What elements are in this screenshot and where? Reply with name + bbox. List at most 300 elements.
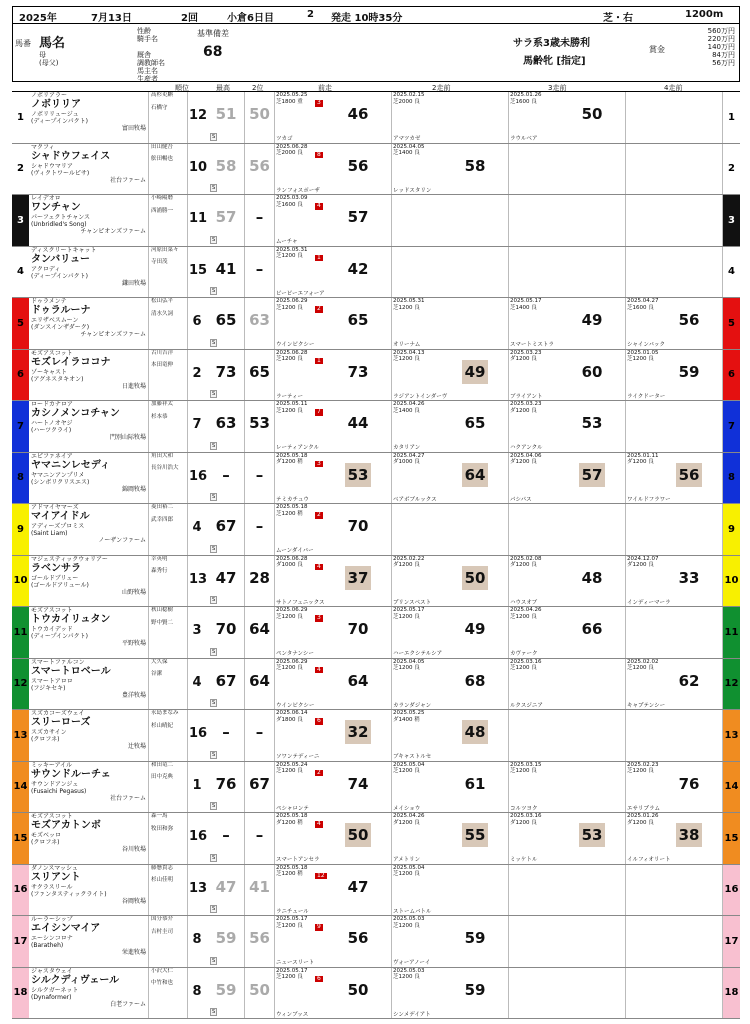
jockey-name: 和田竜二 <box>151 761 174 768</box>
jockey-name: 田山健吾 <box>151 143 174 150</box>
horse-name[interactable]: スマートロベール <box>31 665 111 677</box>
race-surface-dist: 芝1200 良 <box>393 304 420 311</box>
post-number-right: 9 <box>728 523 735 535</box>
race-winner: サトノフェニックス <box>276 599 325 606</box>
damsire-name: (Baratheh) <box>31 942 64 949</box>
race-index: 47 <box>347 877 369 896</box>
breeder-name: 社台ファーム <box>110 176 146 184</box>
race-winner: コルツヨク <box>510 805 538 812</box>
past-race-cell <box>509 865 626 916</box>
race-date: 2025.05.17 <box>276 967 308 974</box>
jockey-name: 秋山稔樹 <box>151 607 174 613</box>
horse-name[interactable]: スリーローズ <box>31 717 91 728</box>
breeder-name: チャンピオンズファーム <box>80 228 146 235</box>
past-race-cell <box>392 504 509 555</box>
horse-row <box>12 350 740 402</box>
race-subheader <box>12 24 740 82</box>
finish-position: 2 <box>317 768 321 776</box>
best-score-cell <box>208 144 245 195</box>
second-score-cell <box>245 710 275 761</box>
race-number: 2 <box>307 9 314 20</box>
race-surface-dist: 芝1200 良 <box>393 922 420 929</box>
post-number-right: 16 <box>724 884 739 896</box>
past-race-cell <box>392 710 509 761</box>
post-number-right: 4 <box>728 266 735 278</box>
past-race-cell <box>392 813 509 864</box>
race-date: 2025.04.06 <box>510 452 542 459</box>
post-number-right: 3 <box>728 214 735 226</box>
best-tags <box>210 802 218 810</box>
second-score: – <box>255 208 264 226</box>
prize-1: 560万円 <box>707 27 735 35</box>
second-score-cell <box>245 813 275 864</box>
tag-s: S <box>212 133 216 140</box>
label-owner: 馬主名 <box>137 67 158 75</box>
race-date: 2025.04.26 <box>393 401 425 407</box>
trainer-name: 杉本恭 <box>151 413 168 420</box>
past-race-cell <box>275 659 392 710</box>
race-winner: ペンタナンシー <box>276 651 314 657</box>
best-score-cell <box>208 607 245 658</box>
horse-name[interactable]: ノボリリア <box>31 99 81 110</box>
col-race1: 前走 <box>318 84 332 92</box>
horse-row <box>12 556 740 608</box>
past-race-cell <box>392 401 509 452</box>
post-number-right: 6 <box>728 369 735 381</box>
race-index: 49 <box>581 311 603 329</box>
best-score-cell <box>208 556 245 607</box>
jockey-name: 幸英明 <box>151 555 168 562</box>
horse-name[interactable]: ヤマニンレセディ <box>31 459 110 471</box>
horse-name[interactable]: ドゥラルーナ <box>31 305 91 316</box>
race-surface-dist: 芝1200 良 <box>276 304 303 311</box>
best-tags <box>210 493 218 501</box>
finish-position: 7 <box>317 408 321 415</box>
race-winner: パシパス <box>510 496 532 503</box>
past-race-cell <box>392 453 509 504</box>
post-number: 1 <box>17 111 24 123</box>
horse-info <box>31 350 149 401</box>
race-winner: ラジアントインダーヴ <box>393 393 448 400</box>
race-surface-dist: ダ1200 良 <box>510 459 537 465</box>
race-winner: インディーマーラ <box>627 599 671 606</box>
race-date: 2025.01.11 <box>627 452 659 459</box>
race-date: 2025.05.04 <box>393 761 425 768</box>
second-score: 28 <box>249 568 270 587</box>
horse-info <box>31 659 149 710</box>
race-index: 65 <box>464 414 486 432</box>
race-winner: ヴォーアノーイ <box>393 960 431 966</box>
second-score: – <box>255 723 264 741</box>
race-date: 2025.04.27 <box>627 298 659 304</box>
race-surface-dist: 芝1400 良 <box>510 304 537 311</box>
race-surface-dist: 芝2000 良 <box>276 150 303 156</box>
horse-row <box>12 92 740 144</box>
race-surface-dist: ダ1200 良 <box>627 562 654 568</box>
race-index: 50 <box>347 980 369 999</box>
dam-name: モズベッロ <box>31 832 62 839</box>
race-winner: ビーピーエフォーア <box>276 290 325 297</box>
best-tags <box>210 648 218 656</box>
trainer-name: 長谷川浩大 <box>151 465 179 471</box>
past-race-cell <box>392 350 509 401</box>
race-surface-dist: 芝1400 良 <box>393 150 420 156</box>
best-score: 67 <box>215 671 237 690</box>
horse-name[interactable]: マイアイドル <box>31 511 90 522</box>
race-date: 2025.05.17 <box>393 607 425 613</box>
race-date: 2025.05.04 <box>393 864 425 871</box>
trainer-name: 谷潔 <box>151 671 163 677</box>
tag-s: S <box>212 906 216 912</box>
finish-position: 1 <box>317 253 321 261</box>
race-index: 61 <box>464 774 486 793</box>
past-race-cell <box>275 195 392 246</box>
horse-row <box>12 659 740 711</box>
damsire-name: (Fusaichi Pegasus) <box>31 787 87 795</box>
past-race-cell <box>392 659 509 710</box>
past-race-cell <box>509 556 626 607</box>
past-race-cell <box>626 865 723 916</box>
horse-info <box>31 453 149 504</box>
past-race-cell <box>626 92 723 143</box>
jockey-block <box>150 350 188 401</box>
horse-name[interactable]: スリアント <box>31 871 81 883</box>
past-race-cell <box>509 607 626 658</box>
rank-value: 12 <box>189 108 208 123</box>
race-day: 小倉6日目 <box>227 13 274 24</box>
past-race-cell <box>626 504 723 555</box>
best-score: 58 <box>215 156 237 175</box>
damsire-name: (Dynaformer) <box>31 993 72 1001</box>
race-index: 65 <box>347 311 369 329</box>
race-surface-dist: 芝1800 重 <box>276 98 303 105</box>
best-score: 65 <box>215 311 237 329</box>
post-number: 2 <box>17 163 24 175</box>
damsire-name: (ファンタスティックライト) <box>31 890 107 898</box>
sire-name: エピファネイア <box>31 452 73 460</box>
post-number-band <box>12 813 29 864</box>
best-score: – <box>222 723 230 741</box>
jockey-block <box>150 813 188 864</box>
trainer-name: 西浦勝一 <box>151 207 174 214</box>
race-index: 60 <box>581 362 603 381</box>
race-surface-dist: 芝1400 良 <box>393 407 420 414</box>
finish-position: 4 <box>317 562 321 570</box>
race-index: 49 <box>464 620 486 638</box>
second-score: 50 <box>249 980 270 999</box>
sire-name: モズアスコット <box>31 813 73 820</box>
race-winner: シャインバック <box>627 342 666 348</box>
jockey-name: 国分恭介 <box>151 916 174 922</box>
horse-name[interactable]: モズアカトンボ <box>31 820 101 831</box>
jockey-name: 松山弘平 <box>151 298 174 304</box>
post-number-band-right <box>723 556 740 607</box>
sire-name: モズアスコット <box>31 349 73 357</box>
race-index: 49 <box>462 360 488 384</box>
post-number-band-right <box>723 350 740 401</box>
second-score: 50 <box>249 105 270 123</box>
race-index: 59 <box>464 980 486 999</box>
best-tags <box>210 339 218 347</box>
label-sex-age: 性齢 <box>137 27 151 35</box>
race-date: 7月13日 <box>91 13 132 24</box>
race-date: 2025.05.18 <box>276 452 308 459</box>
post-number-band <box>12 762 29 813</box>
trainer-name: 中竹和也 <box>151 980 174 986</box>
past-race-cell <box>392 916 509 967</box>
past-race-cell <box>626 401 723 452</box>
horse-name[interactable]: トウカイリュタン <box>31 614 111 625</box>
past-race-cell <box>275 607 392 658</box>
tag-s: S <box>212 1009 216 1015</box>
post-number: 10 <box>13 575 28 587</box>
second-score: 41 <box>249 877 270 896</box>
label-horse-name: 馬名 <box>39 36 66 51</box>
horse-row <box>12 813 740 865</box>
race-date: 2025.05.25 <box>276 92 308 98</box>
past-race-cell <box>509 92 626 143</box>
breeder-name: 栄進牧場 <box>121 949 146 956</box>
breeder-name: チャンピオンズファーム <box>80 331 146 338</box>
tag-s: S <box>212 751 216 758</box>
breeder-name: 辻牧場 <box>127 743 146 750</box>
sire-name: スマートファルコン <box>31 658 85 666</box>
race-surface-dist: 芝1200 稍 <box>276 871 303 877</box>
second-score-cell <box>245 247 275 298</box>
sire-name: ディスクリートキャット <box>31 246 97 254</box>
race-winner: ストームバトル <box>393 908 432 915</box>
race-winner: ペシャロンテ <box>276 805 309 812</box>
best-score-cell <box>208 659 245 710</box>
past-race-cell <box>392 556 509 607</box>
race-winner: ウインピクシー <box>276 342 315 348</box>
horse-name[interactable]: エイシンマイア <box>31 923 101 934</box>
post-number-band-right <box>723 92 740 143</box>
post-number: 4 <box>17 266 24 278</box>
race-surface-dist: ダ1200 良 <box>627 819 654 826</box>
trainer-name: 田中克典 <box>151 774 174 780</box>
past-race-cell <box>509 195 626 246</box>
post-number-right: 1 <box>728 111 735 123</box>
horse-row <box>12 710 740 762</box>
past-race-cell <box>509 504 626 555</box>
race-winner: テミカチュウ <box>276 496 309 503</box>
race-surface-dist: 芝1200 良 <box>393 871 420 877</box>
race-date: 2025.06.29 <box>276 298 308 304</box>
horse-info <box>31 144 149 195</box>
jockey-block <box>150 710 188 761</box>
second-score-cell <box>245 762 275 813</box>
race-winner: ウィンブッス <box>276 1011 309 1018</box>
second-score-cell <box>245 92 275 143</box>
post-number-right: 15 <box>724 832 739 844</box>
race-winner: スマートアンセラ <box>276 857 320 863</box>
past-race-cell <box>509 298 626 349</box>
label-stable: 厩舎 <box>137 51 151 59</box>
best-score: 57 <box>215 208 237 226</box>
sire-name: ミッキーアイル <box>31 761 73 769</box>
race-date: 2025.05.31 <box>393 298 425 304</box>
finish-position: 4 <box>317 820 321 827</box>
post-number-band-right <box>723 453 740 504</box>
past-race-cell <box>392 865 509 916</box>
tag-s: S <box>212 494 216 500</box>
second-score: 64 <box>249 620 270 638</box>
rank-value: 16 <box>189 726 208 741</box>
best-score-cell <box>208 710 245 761</box>
rank-value: 7 <box>192 417 202 432</box>
dam-name: エーシンコロナ <box>31 935 73 942</box>
jockey-name: 小沢大仁 <box>151 967 174 974</box>
best-score-cell <box>208 453 245 504</box>
sire-name: ジャスタウェイ <box>31 967 73 975</box>
race-index: 46 <box>347 105 369 123</box>
race-surface-dist: 芝1200 良 <box>276 253 303 259</box>
damsire-name: (ヴィクトワールピサ) <box>31 169 90 177</box>
damsire-name: (Unbridled's Song) <box>31 221 87 228</box>
horse-name[interactable]: ラベンサラ <box>31 562 81 574</box>
race-index: 56 <box>347 929 369 947</box>
past-race-cell <box>509 968 626 1019</box>
race-date: 2025.05.11 <box>276 401 308 407</box>
past-race-cell <box>392 968 509 1019</box>
post-number: 14 <box>13 781 28 793</box>
rank-value: 4 <box>192 674 202 690</box>
horse-name[interactable]: モズレイラココナ <box>31 356 111 368</box>
past-race-cell <box>509 916 626 967</box>
breeder-name: ノーザンファーム <box>98 537 146 544</box>
post-number-band-right <box>723 968 740 1019</box>
post-number-right: 12 <box>724 678 739 690</box>
race-winner: エサリプラム <box>627 805 660 812</box>
race-date: 2025.03.16 <box>510 658 542 665</box>
second-score: 63 <box>249 311 270 329</box>
race-date: 2025.06.29 <box>276 658 308 665</box>
race-winner: キャプテンシー <box>627 702 666 709</box>
label-breeder: 生産者 <box>137 75 158 83</box>
second-score: 67 <box>249 774 270 793</box>
horse-row <box>12 247 740 299</box>
race-date: 2025.05.18 <box>276 864 308 871</box>
race-surface-dist: ダ1200 良 <box>510 407 537 414</box>
race-winner: ハクアンクル <box>510 445 543 451</box>
horse-name[interactable]: サウンドルーチェ <box>31 768 111 780</box>
second-score: – <box>255 826 264 844</box>
horse-info <box>31 504 149 555</box>
race-date: 2025.02.22 <box>393 555 425 562</box>
horse-name[interactable]: シルクディヴェール <box>31 974 120 986</box>
jockey-name: 菱田裕二 <box>151 504 174 510</box>
race-winner: スマートミストラ <box>510 342 554 348</box>
past-race-cell <box>275 504 392 555</box>
post-number-band-right <box>723 195 740 246</box>
rank-value: 13 <box>189 880 208 896</box>
past-race-cell <box>275 813 392 864</box>
race-winner: ワイルドフラワー <box>627 496 671 503</box>
race-surface-dist: ダ1800 良 <box>276 716 303 723</box>
col-best: 最高 <box>216 84 230 92</box>
horse-name[interactable]: ワンチャン <box>31 202 81 213</box>
race-winner: ムーンダイバー <box>276 548 314 554</box>
race-date: 2025.05.03 <box>393 916 425 922</box>
race-surface-dist: ダ1200 良 <box>510 562 537 568</box>
post-number-right: 10 <box>724 575 739 587</box>
post-number-band <box>12 865 29 916</box>
horse-name[interactable]: カシノメンコチャン <box>31 408 120 419</box>
race-date: 2025.05.17 <box>276 916 308 922</box>
second-score-cell <box>245 195 275 246</box>
breeder-name: 富田牧場 <box>121 125 146 132</box>
race-surface-dist: 芝1600 良 <box>276 201 303 208</box>
past-race-cell <box>626 453 723 504</box>
race-index: 64 <box>347 671 369 690</box>
race-winner: ウインピクシー <box>276 702 315 709</box>
breeder-name: 豊洋牧場 <box>121 691 146 699</box>
past-race-cell <box>626 659 723 710</box>
race-index: 56 <box>347 156 369 175</box>
race-date: 2025.06.28 <box>276 143 308 150</box>
race-winner: ベアボブルックス <box>393 496 437 503</box>
race-winner: ライクドーター <box>627 393 666 400</box>
best-score-cell <box>208 401 245 452</box>
tag-s: S <box>212 648 216 655</box>
past-race-cell <box>626 916 723 967</box>
race-date: 2025.05.17 <box>510 298 542 304</box>
race-date: 2025.04.05 <box>393 658 425 665</box>
past-race-cell <box>392 144 509 195</box>
horse-name[interactable]: シャドウフェイス <box>31 150 111 162</box>
finish-position: 2 <box>317 511 321 518</box>
horse-row <box>12 762 740 814</box>
breeder-name: 谷川牧場 <box>121 846 146 853</box>
post-number-right: 17 <box>724 935 739 947</box>
best-score: 51 <box>215 105 237 123</box>
tag-s: S <box>212 236 216 243</box>
race-year: 2025年 <box>19 13 57 24</box>
race-index: 53 <box>581 414 603 432</box>
post-number-right: 8 <box>728 472 735 484</box>
race-start-time: 発走 10時35分 <box>331 13 403 24</box>
best-score-cell <box>208 298 245 349</box>
prize-2: 220万円 <box>707 35 735 43</box>
horse-name[interactable]: タンバリュー <box>31 253 90 265</box>
past-race-cell <box>275 350 392 401</box>
race-date: 2025.04.26 <box>393 813 425 819</box>
sire-name: ダノンスマッシュ <box>31 864 78 872</box>
past-race-cell <box>509 401 626 452</box>
jockey-name: 加藤祥太 <box>151 401 174 407</box>
past-race-cell <box>275 247 392 298</box>
horse-row <box>12 968 740 1020</box>
sire-name: ノボリアラー <box>31 92 68 99</box>
dam-name: パーフェクトチャンス <box>31 214 91 221</box>
race-date: 2025.03.15 <box>510 761 542 768</box>
race-date: 2025.05.31 <box>276 246 308 253</box>
horse-row <box>12 298 740 350</box>
jockey-block <box>150 453 188 504</box>
post-number: 17 <box>13 935 28 947</box>
race-winner: アメトリン <box>393 857 421 863</box>
breeder-name: 錦岡牧場 <box>121 485 146 493</box>
past-race-cell <box>626 144 723 195</box>
second-score: 53 <box>249 414 270 432</box>
race-surface-dist: ダ1200 良 <box>393 562 420 568</box>
race-winner: シンメデイアト <box>393 1011 431 1018</box>
race-winner: ソワンテディーニ <box>276 754 320 760</box>
race-index: 50 <box>581 105 603 123</box>
post-number-band-right <box>723 607 740 658</box>
label-basis: 基準備差 <box>197 29 229 38</box>
